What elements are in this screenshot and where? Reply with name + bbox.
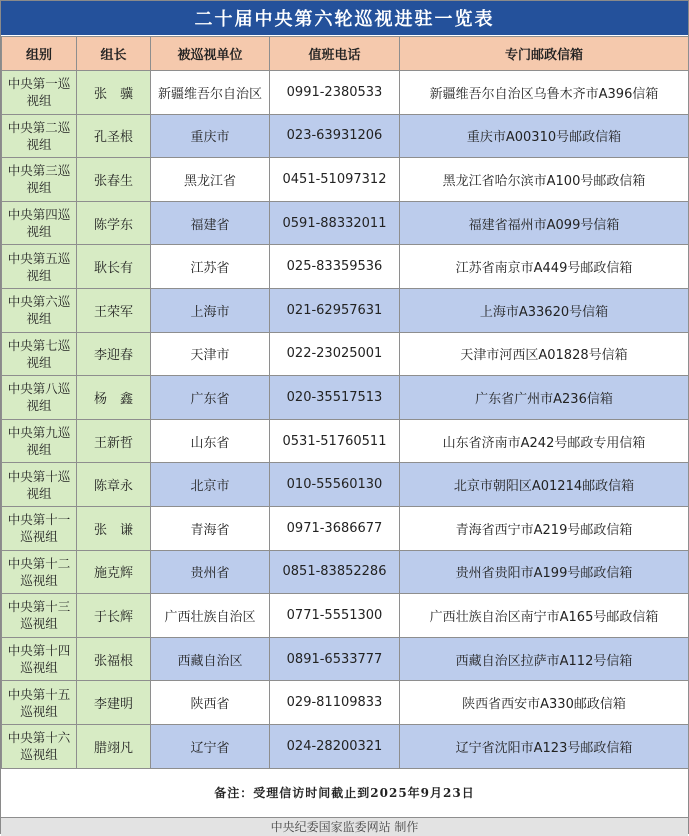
phone-cell: 0451-51097312 [270, 158, 400, 202]
leader-cell: 杨 鑫 [77, 376, 151, 420]
table-row [2, 201, 689, 245]
group-cell: 中央第十五巡视组 [2, 681, 77, 725]
header-phone: 值班电话 [270, 37, 400, 71]
phone-cell: 021-62957631 [270, 288, 400, 332]
phone-cell: 0531-51760511 [270, 419, 400, 463]
leader-cell: 王新哲 [77, 419, 151, 463]
table-row [2, 506, 689, 550]
mail-cell: 陕西省西安市A330邮政信箱 [400, 681, 689, 725]
table-body [2, 71, 689, 769]
mail-cell: 福建省福州市A099号信箱 [400, 201, 689, 245]
group-cell: 中央第九巡视组 [2, 419, 77, 463]
table-row [2, 376, 689, 420]
header-unit: 被巡视单位 [151, 37, 270, 71]
mail-cell: 江苏省南京市A449号邮政信箱 [400, 245, 689, 289]
unit-cell: 西藏自治区 [151, 637, 270, 681]
group-cell: 中央第一巡视组 [2, 71, 77, 115]
footer-credit: 中央纪委国家监委网站 制作 [1, 818, 688, 836]
phone-cell: 0991-2380533 [270, 71, 400, 115]
mail-cell: 新疆维吾尔自治区乌鲁木齐市A396信箱 [400, 71, 689, 115]
unit-cell: 辽宁省 [151, 724, 270, 768]
leader-cell: 李迎春 [77, 332, 151, 376]
leader-cell: 张春生 [77, 158, 151, 202]
table-header-row [2, 37, 689, 71]
group-cell: 中央第十四巡视组 [2, 637, 77, 681]
leader-cell: 于长辉 [77, 594, 151, 638]
group-cell: 中央第四巡视组 [2, 201, 77, 245]
header-group: 组别 [2, 37, 77, 71]
group-cell: 中央第十二巡视组 [2, 550, 77, 594]
leader-cell: 张福根 [77, 637, 151, 681]
unit-cell: 青海省 [151, 506, 270, 550]
unit-cell: 重庆市 [151, 114, 270, 158]
group-cell: 中央第十一巡视组 [2, 506, 77, 550]
group-cell: 中央第二巡视组 [2, 114, 77, 158]
phone-cell: 024-28200321 [270, 724, 400, 768]
mail-cell: 重庆市A00310号邮政信箱 [400, 114, 689, 158]
leader-cell: 陈章永 [77, 463, 151, 507]
table-row [2, 245, 689, 289]
mail-cell: 辽宁省沈阳市A123号邮政信箱 [400, 724, 689, 768]
phone-cell: 023-63931206 [270, 114, 400, 158]
unit-cell: 江苏省 [151, 245, 270, 289]
leader-cell: 孔圣根 [77, 114, 151, 158]
mail-cell: 广西壮族自治区南宁市A165号邮政信箱 [400, 594, 689, 638]
phone-cell: 022-23025001 [270, 332, 400, 376]
mail-cell: 天津市河西区A01828号信箱 [400, 332, 689, 376]
phone-cell: 0891-6533777 [270, 637, 400, 681]
mail-cell: 黑龙江省哈尔滨市A100号邮政信箱 [400, 158, 689, 202]
group-cell: 中央第五巡视组 [2, 245, 77, 289]
phone-cell: 025-83359536 [270, 245, 400, 289]
unit-cell: 北京市 [151, 463, 270, 507]
table-row [2, 419, 689, 463]
mail-cell: 贵州省贵阳市A199号邮政信箱 [400, 550, 689, 594]
phone-cell: 029-81109833 [270, 681, 400, 725]
table-row [2, 724, 689, 768]
leader-cell: 施克辉 [77, 550, 151, 594]
mail-cell: 北京市朝阳区A01214邮政信箱 [400, 463, 689, 507]
leader-cell: 陈学东 [77, 201, 151, 245]
mail-cell: 青海省西宁市A219号邮政信箱 [400, 506, 689, 550]
table-row [2, 463, 689, 507]
group-cell: 中央第十六巡视组 [2, 724, 77, 768]
phone-cell: 0771-5551300 [270, 594, 400, 638]
mail-cell: 山东省济南市A242号邮政专用信箱 [400, 419, 689, 463]
unit-cell: 福建省 [151, 201, 270, 245]
header-mail: 专门邮政信箱 [400, 37, 689, 71]
table-row [2, 594, 689, 638]
leader-cell: 李建明 [77, 681, 151, 725]
unit-cell: 上海市 [151, 288, 270, 332]
leader-cell: 张 谦 [77, 506, 151, 550]
phone-cell: 0851-83852286 [270, 550, 400, 594]
phone-cell: 0591-88332011 [270, 201, 400, 245]
table-row [2, 114, 689, 158]
mail-cell: 广东省广州市A236信箱 [400, 376, 689, 420]
mail-cell: 西藏自治区拉萨市A112号信箱 [400, 637, 689, 681]
leader-cell: 张 骥 [77, 71, 151, 115]
unit-cell: 贵州省 [151, 550, 270, 594]
table-row [2, 288, 689, 332]
table-row [2, 681, 689, 725]
unit-cell: 陕西省 [151, 681, 270, 725]
leader-cell: 王荣军 [77, 288, 151, 332]
unit-cell: 山东省 [151, 419, 270, 463]
header-leader: 组长 [77, 37, 151, 71]
table-row [2, 332, 689, 376]
unit-cell: 黑龙江省 [151, 158, 270, 202]
leader-cell: 腊翊凡 [77, 724, 151, 768]
unit-cell: 广西壮族自治区 [151, 594, 270, 638]
patrol-table [1, 36, 689, 769]
group-cell: 中央第十三巡视组 [2, 594, 77, 638]
note: 备注：受理信访时间截止到2025年9月23日 [1, 769, 688, 818]
unit-cell: 新疆维吾尔自治区 [151, 71, 270, 115]
phone-cell: 020-35517513 [270, 376, 400, 420]
unit-cell: 广东省 [151, 376, 270, 420]
table-row [2, 637, 689, 681]
table-row [2, 550, 689, 594]
leader-cell: 耿长有 [77, 245, 151, 289]
table-row [2, 71, 689, 115]
mail-cell: 上海市A33620号信箱 [400, 288, 689, 332]
table-title: 二十届中央第六轮巡视进驻一览表 [1, 1, 688, 36]
phone-cell: 0971-3686677 [270, 506, 400, 550]
group-cell: 中央第六巡视组 [2, 288, 77, 332]
group-cell: 中央第七巡视组 [2, 332, 77, 376]
table-row [2, 158, 689, 202]
phone-cell: 010-55560130 [270, 463, 400, 507]
group-cell: 中央第八巡视组 [2, 376, 77, 420]
unit-cell: 天津市 [151, 332, 270, 376]
group-cell: 中央第三巡视组 [2, 158, 77, 202]
group-cell: 中央第十巡视组 [2, 463, 77, 507]
